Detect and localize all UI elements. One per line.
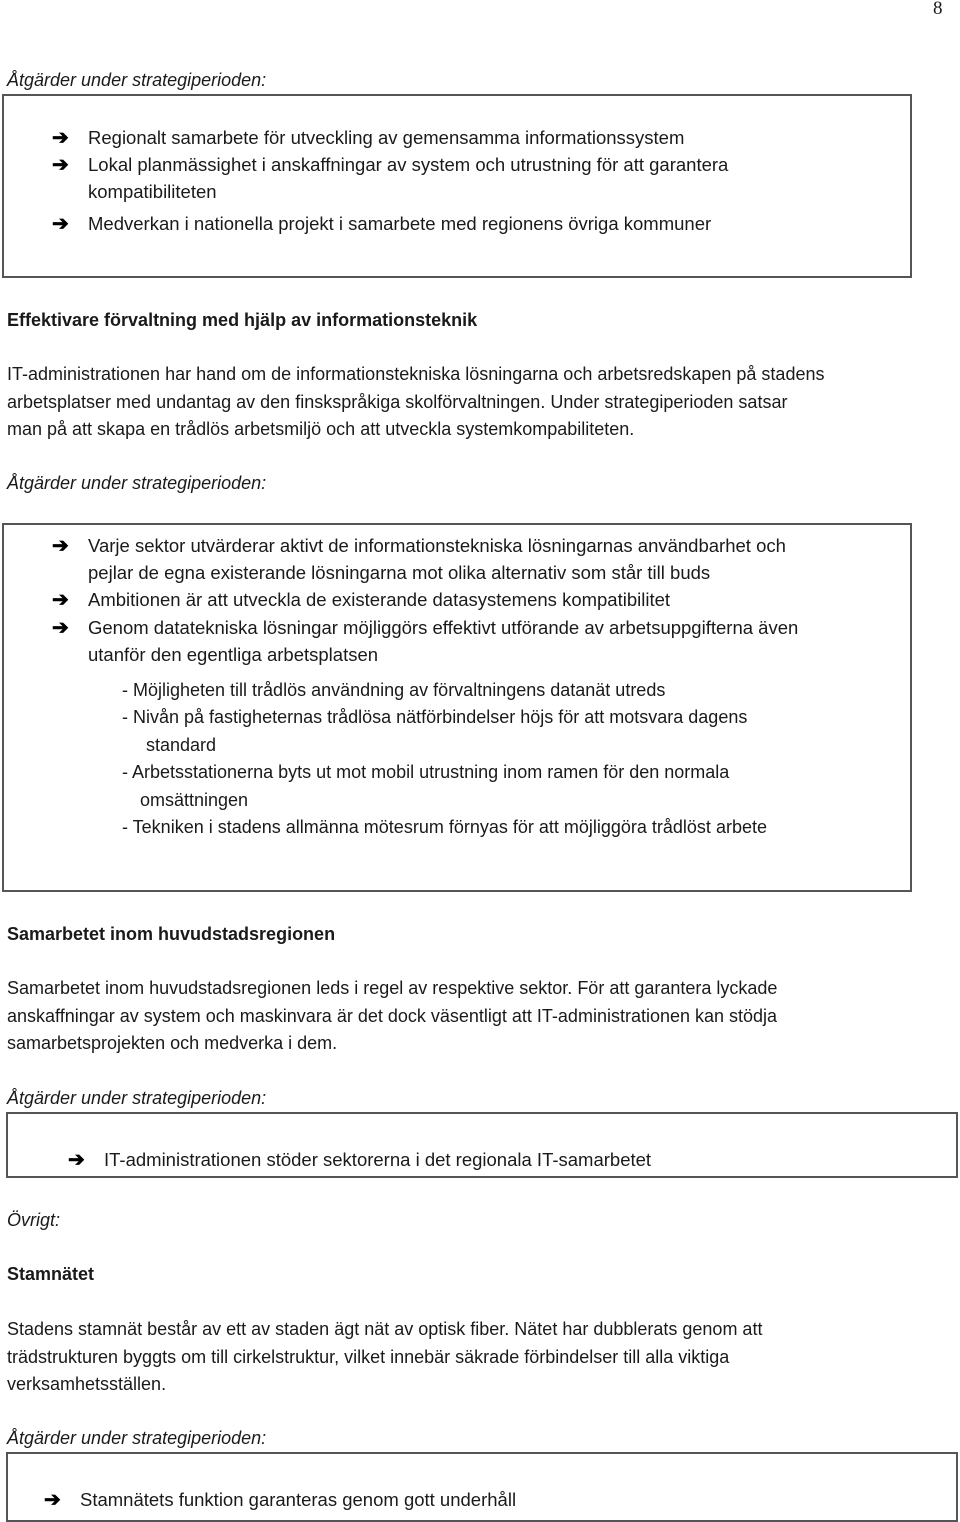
other-heading: Övrigt: [7,1210,61,1230]
sub-item: - Nivån på fastigheternas trådlösa nätförbindelser höjs för att motsvara dagens [122,707,748,727]
action-item: Stamnätets funktion garanteras genom gott underhåll [80,1489,517,1510]
paragraph-line: Stadens stamnät består av ett av staden ägt nät av optisk fiber. Nätet har dubblerats genom att [7,1319,763,1339]
action-heading-1: Åtgärder under strategiperioden: [7,70,267,90]
action-box-1 [2,94,912,278]
right-arrow-icon: ➔ [68,1149,85,1171]
paragraph-line: trädstrukturen byggts om till cirkelstruktur, vilket innebär säkrade förbindelser till alla viktiga [7,1346,730,1367]
right-arrow-icon: ➔ [52,589,69,611]
action-heading-3: Åtgärder under strategiperioden: [7,1088,267,1108]
paragraph-samarbetet [7,975,957,1058]
action-item: Varje sektor utvärderar aktivt de informationstekniska lösningarnas användbarhet och [88,535,786,556]
paragraph-line: man på att skapa en trådlös arbetsmiljö och att utveckla systemkompabiliteten. [7,419,635,439]
paragraph-line: IT-administrationen har hand om de informationstekniska lösningarna och arbetsredskapen på stadens [7,364,825,384]
sub-item-continuation: omsättningen [140,790,249,810]
action-box-3 [6,1112,958,1178]
paragraph-line: arbetsplatser med undantag av den finskspråkiga skolförvaltningen. Under strategiperioden satsar [7,391,788,412]
action-item: Medverkan i nationella projekt i samarbete med regionens övriga kommuner [88,213,712,234]
paragraph-stamnatet [7,1316,957,1399]
action-heading-2: Åtgärder under strategiperioden: [7,473,267,493]
section-title-samarbetet: Samarbetet inom huvudstadsregionen [7,924,336,944]
action-item: IT-administrationen stöder sektorerna i det regionala IT-samarbetet [104,1149,652,1170]
paragraph-effektivare [7,361,957,444]
action-item: Regionalt samarbete för utveckling av gemensamma informationssystem [88,127,685,148]
paragraph-line: Samarbetet inom huvudstadsregionen leds i regel av respektive sektor. För att garantera lyckade [7,978,778,998]
page-number: 8 [933,0,943,19]
section-title-stamnatet: Stamnätet [7,1264,95,1284]
right-arrow-icon: ➔ [52,617,69,639]
right-arrow-icon: ➔ [52,154,69,176]
sub-item-continuation: standard [146,735,217,755]
action-item: Ambitionen är att utveckla de existerande datasystemens kompatibilitet [88,589,671,610]
sub-item: - Arbetsstationerna byts ut mot mobil utrustning inom ramen för den normala [122,762,730,782]
action-heading-4: Åtgärder under strategiperioden: [7,1428,267,1448]
paragraph-line: verksamhetsställen. [7,1374,167,1394]
paragraph-line: samarbetsprojekten och medverka i dem. [7,1033,338,1053]
right-arrow-icon: ➔ [44,1489,61,1511]
action-item: Genom datatekniska lösningar möjliggörs effektivt utförande av arbetsuppgifterna även [88,617,799,638]
sub-item: - Tekniken i stadens allmänna mötesrum förnyas för att möjliggöra trådlöst arbete [122,817,767,837]
action-item: Lokal planmässighet i anskaffningar av system och utrustning för att garantera [88,154,729,175]
action-item-continuation: pejlar de egna existerande lösningarna mot olika alternativ som står till buds [88,562,711,583]
sub-item: - Möjligheten till trådlös användning av förvaltningens datanät utreds [122,680,666,700]
paragraph-line: anskaffningar av system och maskinvara är det dock väsentligt att IT-administrationen kan stödja [7,1005,778,1026]
section-title-effektivare: Effektivare förvaltning med hjälp av informationsteknik [7,310,478,330]
action-box-2 [2,523,912,892]
action-box-4 [6,1452,958,1522]
action-item-continuation: utanför den egentliga arbetsplatsen [88,644,379,665]
right-arrow-icon: ➔ [52,127,69,149]
right-arrow-icon: ➔ [52,535,69,557]
right-arrow-icon: ➔ [52,213,69,235]
action-item-continuation: kompatibiliteten [88,181,217,202]
